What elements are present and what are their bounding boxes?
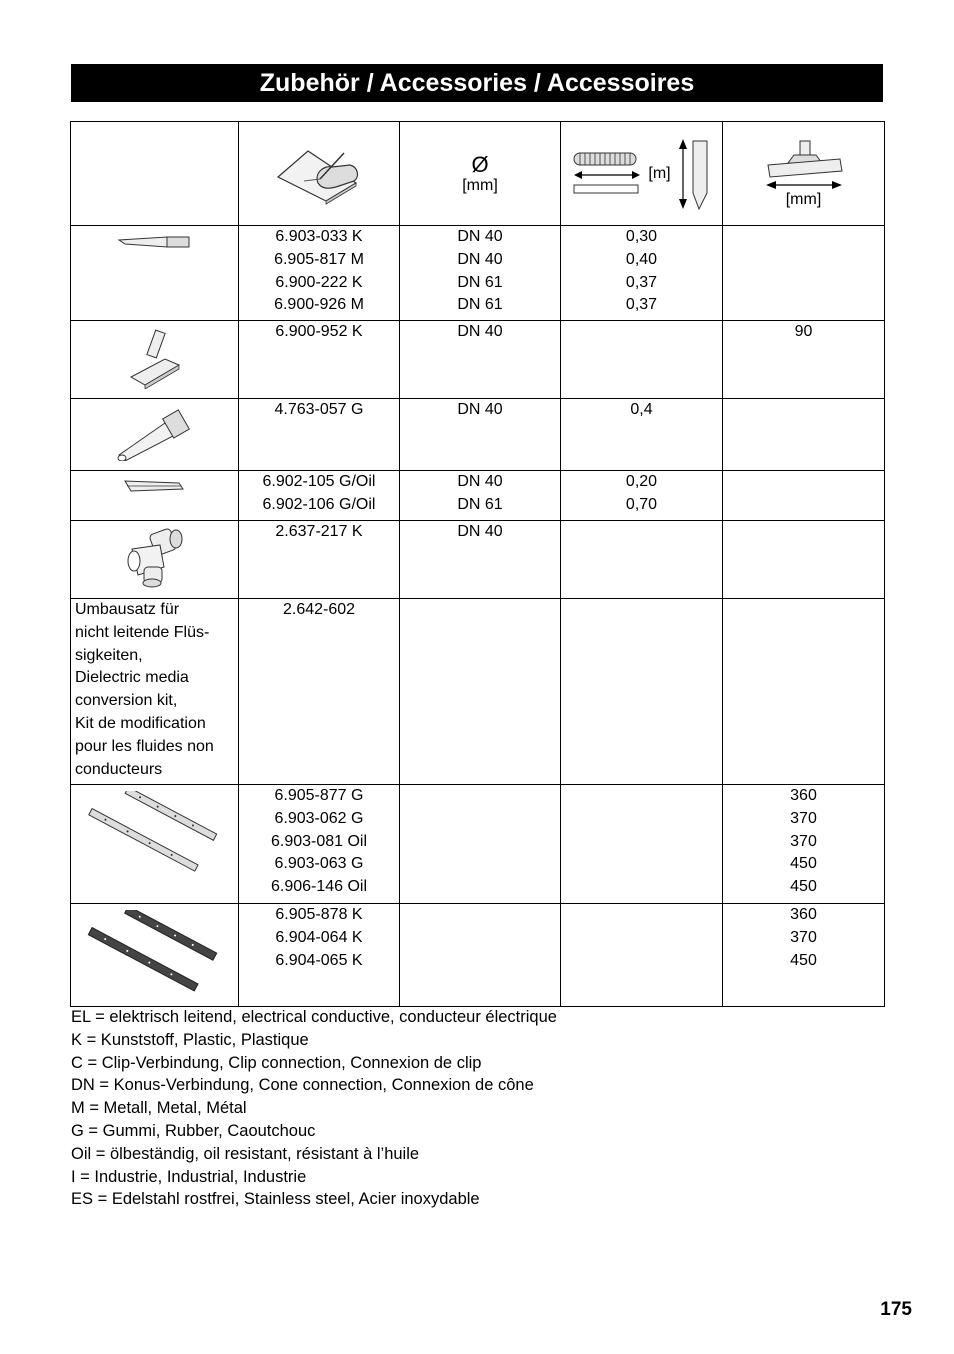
header-diameter-cell [400,122,561,226]
accessories-table [70,121,885,1007]
legend-item: I = Industrie, Industrial, Industrie [71,1167,307,1186]
length-cell: 0,30 0,40 0,37 0,37 [561,226,723,321]
table-row [71,399,885,471]
hose-length-icon [572,149,642,199]
table-header-row [71,122,885,226]
squeegee-strips-icon [80,791,230,875]
accessory-image-cell [71,399,239,471]
length-cell [561,599,723,785]
table-row [71,471,885,521]
accessory-image-cell [71,904,239,1007]
diameter-cell [400,599,561,785]
table-row [71,321,885,399]
accessory-image-cell [71,521,239,599]
crevice-nozzle-icon [117,234,193,250]
suction-nozzle-icon [115,405,195,461]
header-width-cell [723,122,885,226]
width-cell: 360 370 450 [723,904,885,1007]
accessory-description-cell: Umbausatz für nicht leitende Flüs- sigkeiten, Dielectric media conversion kit, Kit de modification pour les fluides non conducteurs [71,599,239,785]
legend-item: C = Clip-Verbindung, Clip connection, Connexion de clip [71,1053,482,1072]
width-cell: 360 370 370 450 450 [723,785,885,904]
width-unit: [mm] [785,190,822,208]
part-number-cell: 6.903-033 K 6.905-817 M 6.900-222 K 6.900-926 M [239,226,400,321]
table-row [71,599,885,785]
table-row [71,904,885,1007]
header-length-cell [561,122,723,226]
header-blank-cell [71,122,239,226]
table-row [71,521,885,599]
page-title: Zubehör / Accessories / Accessoires [71,64,883,102]
legend-item: EL = elektrisch leitend, electrical conductive, conducteur électrique [71,1008,557,1026]
legend-item: ES = Edelstahl rostfrei, Stainless steel, Acier inoxydable [71,1190,480,1209]
floor-nozzle-width-icon [764,139,844,195]
width-cell [723,399,885,471]
legend-item: K = Kunststoff, Plastic, Plastique [71,1030,309,1049]
adapter-icon [122,527,188,589]
accessory-image-cell [71,471,239,521]
table-row [71,226,885,321]
part-number-cell: 6.900-952 K [239,321,400,399]
legend-item: Oil = ölbeständig, oil resistant, résistant à l’huile [71,1144,420,1163]
upholstery-nozzle-icon [125,329,185,389]
width-cell [723,599,885,785]
serrated-strips-icon [80,910,230,994]
length-unit: [m] [648,164,671,182]
legend-item: G = Gummi, Rubber, Caoutchouc [71,1121,316,1140]
diameter-cell: DN 40 [400,321,561,399]
length-cell [561,904,723,1007]
accessory-image-cell [71,226,239,321]
width-cell [723,471,885,521]
diameter-unit: [mm] [462,176,498,194]
legend-item: DN = Konus-Verbindung, Cone connection, Connexion de cône [71,1076,534,1095]
flat-nozzle-icon [123,479,187,493]
abbreviation-legend [71,1006,557,1211]
diameter-cell: DN 40 [400,521,561,599]
part-number-cell: 4.763-057 G [239,399,400,471]
accessory-image-cell [71,321,239,399]
length-cell [561,521,723,599]
part-number-cell: 2.642-602 [239,599,400,785]
accessory-image-cell [71,785,239,904]
length-cell: 0,20 0,70 [561,471,723,521]
diameter-cell [400,785,561,904]
table-row [71,785,885,904]
length-cell [561,785,723,904]
length-cell [561,321,723,399]
header-order-number-cell [239,122,400,226]
part-number-cell: 2.637-217 K [239,521,400,599]
diameter-cell [400,904,561,1007]
legend-item: M = Metall, Metal, Métal [71,1099,247,1118]
diameter-symbol: Ø [471,151,489,177]
tube-length-icon [677,137,711,211]
width-cell: 90 [723,321,885,399]
diameter-cell: DN 40 DN 61 [400,471,561,521]
page-number: 175 [880,1299,912,1320]
writing-hand-icon [274,143,364,205]
diameter-cell: DN 40 [400,399,561,471]
width-cell [723,226,885,321]
diameter-cell: DN 40 DN 40 DN 61 DN 61 [400,226,561,321]
part-number-cell: 6.905-877 G 6.903-062 G 6.903-081 Oil 6.903-063 G 6.906-146 Oil [239,785,400,904]
width-cell [723,521,885,599]
length-cell: 0,4 [561,399,723,471]
part-number-cell: 6.902-105 G/Oil 6.902-106 G/Oil [239,471,400,521]
part-number-cell: 6.905-878 K 6.904-064 K 6.904-065 K [239,904,400,1007]
